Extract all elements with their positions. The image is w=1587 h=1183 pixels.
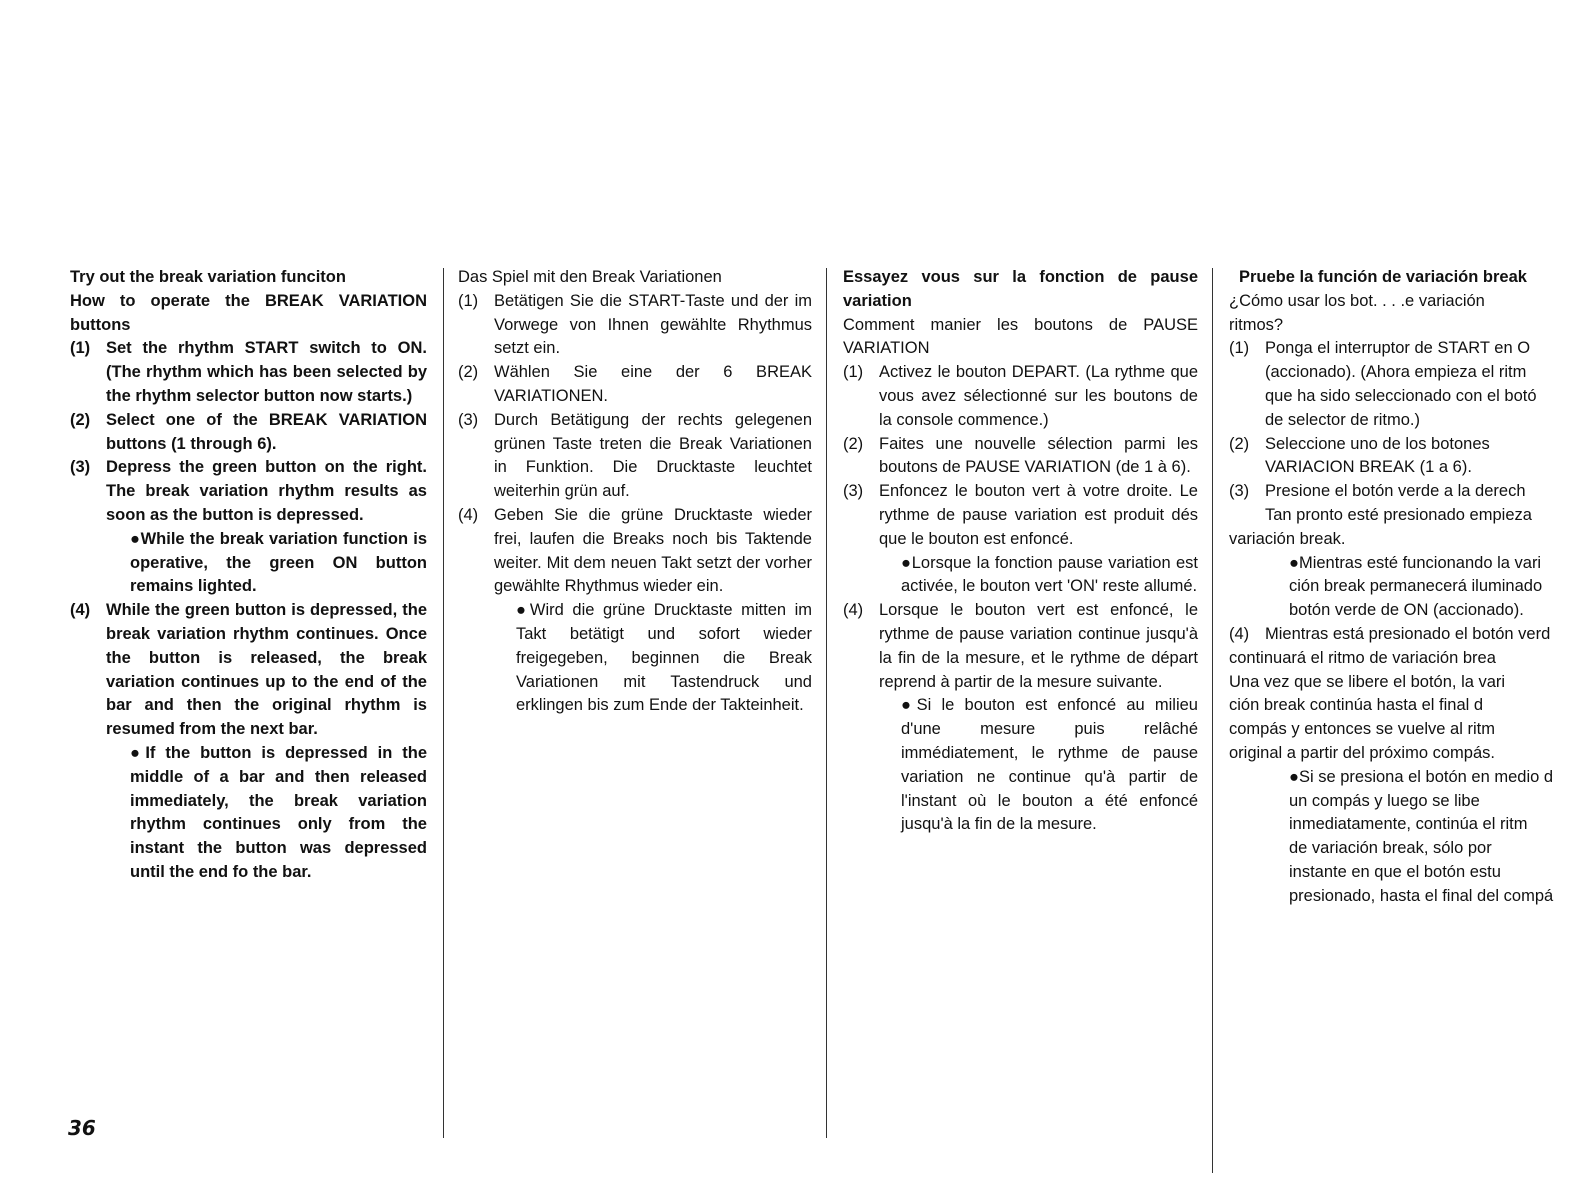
english-bullet-4: ●If the button is depressed in the middle of a bar and then released immediately, the break variation rhythm continues only from the instant the button was depressed until the end fo the bar. [130, 743, 427, 881]
french-step-3: (3) Enfoncez le bouton vert à votre droite. Le rythme de pause variation est produit dés que le bouton est enfoncé. [843, 482, 1198, 548]
spanish-column [1229, 266, 1587, 909]
spanish-step-2: (2) Seleccione uno de los botones VARIACION BREAK (1 a 6). [1229, 434, 1490, 477]
spanish-step-1: (1) Ponga el interruptor de START en O (accionado). (Ahora empieza el ritm que ha sido seleccionado con el botó de selector de ritmo.) [1229, 339, 1537, 429]
french-step-2: (2) Faites une nouvelle sélection parmi les boutons de PAUSE VARIATION (de 1 à 6). [843, 434, 1198, 477]
french-step-4: (4) Lorsque le bouton vert est enfoncé, le rythme de pause variation continue jusqu'à la fin de la mesure, et le rythme de départ reprend à partir de la mesure suivante. [843, 601, 1198, 691]
french-bullet-3: ●Lorsque la fonction pause variation est activée, le bouton vert 'ON' reste allumé. [901, 553, 1198, 596]
french-intro: Comment manier les boutons de PAUSE VARIATION [843, 315, 1198, 358]
french-title: Essayez vous sur la fonction de pause variation [843, 268, 1198, 310]
spanish-title: Pruebe la función de variación break [1239, 268, 1527, 286]
french-step-1: (1) Activez le bouton DEPART. (La rythme que vous avez sélectionné sur les boutons de la console commence.) [843, 363, 1198, 429]
english-intro: How to operate the BREAK VARIATION buttons [70, 291, 427, 334]
english-step-3: (3) Depress the green button on the right. The break variation rhythm results as soon as the button is depressed. [70, 458, 427, 524]
german-bullet-4: ●Wird die grüne Drucktaste mitten im Takt betätigt und sofort wieder freigegeben, beginnen die Break Variationen mit Tastendruck und erklingen bis zum Ende der Takteinheit. [516, 601, 812, 715]
french-column [843, 266, 1198, 837]
spanish-bullet-3: ●Mientras esté funcionando la vari ción break permanecerá iluminado botón verde de ON (accionado). [1289, 553, 1543, 620]
column-divider [1212, 268, 1213, 1173]
german-step-3: (3) Durch Betätigung der rechts gelegenen grünen Taste treten die Break Variationen in Funktion. Die Drucktaste leuchtet weiterhin grün auf. [458, 410, 812, 501]
column-divider [826, 268, 827, 1138]
spanish-step-4: (4) Mientras está presionado el botón verd [1229, 624, 1551, 643]
spanish-intro-line: ¿Cómo usar los bot. . . .e variación [1229, 291, 1485, 310]
english-step-4: (4) While the green button is depressed, the break variation rhythm continues. Once the button is released, the break variation continues up to the end of the bar and then the original rhythm is resumed from the next bar. [70, 601, 427, 739]
spanish-intro-line: ritmos? [1229, 315, 1284, 334]
english-title: Try out the break variation funciton [70, 268, 346, 286]
german-step-1: (1) Betätigen Sie die START-Taste und der im Vorwege von Ihnen gewählte Rhythmus setzt ein. [458, 291, 812, 358]
english-column [70, 266, 427, 885]
column-divider [443, 268, 444, 1138]
german-step-4: (4) Geben Sie die grüne Drucktaste wieder frei, laufen die Breaks noch bis Taktende weiter. Mit dem neuen Takt setzt der vorher gewählte Rhythmus wieder ein. [458, 505, 812, 596]
spanish-bullet-4: ●Si se presiona el botón en medio d un compás y luego se libe inmediatamente, continúa el ritm de variación break, sólo por instante en que el botón estu presionado, hasta el final del compá [1289, 767, 1554, 905]
french-bullet-4: ●Si le bouton est enfoncé au milieu d'une mesure puis relâché immédiatement, le rythme de pause variation ne continue qu'à partir de l'instant où le bouton a été enfoncé jusqu'à la fin de la mesure. [901, 696, 1198, 834]
german-title: Das Spiel mit den Break Variationen [458, 268, 722, 286]
english-step-2: (2) Select one of the BREAK VARIATION buttons (1 through 6). [70, 410, 427, 453]
spanish-step-3-tail: variación break. [1229, 529, 1346, 548]
page-number: 36 [68, 1116, 96, 1140]
english-bullet-3: ●While the break variation function is operative, the green ON button remains lighted. [130, 529, 427, 596]
spanish-step-3: (3) Presione el botón verde a la derech Tan pronto esté presionado empieza [1229, 482, 1532, 524]
german-column [458, 266, 812, 718]
german-step-2: (2) Wählen Sie eine der 6 BREAK VARIATIONEN. [458, 363, 812, 405]
spanish-step-4-tail: continuará el ritmo de variación brea Una vez que se libere el botón, la vari ción break continúa hasta el final d compás y entonces se vuelve al ritm original a partir del próximo compás. [1229, 648, 1506, 762]
english-step-1: (1) Set the rhythm START switch to ON. (The rhythm which has been selected by the rhythm selector button now starts.) [70, 339, 427, 405]
